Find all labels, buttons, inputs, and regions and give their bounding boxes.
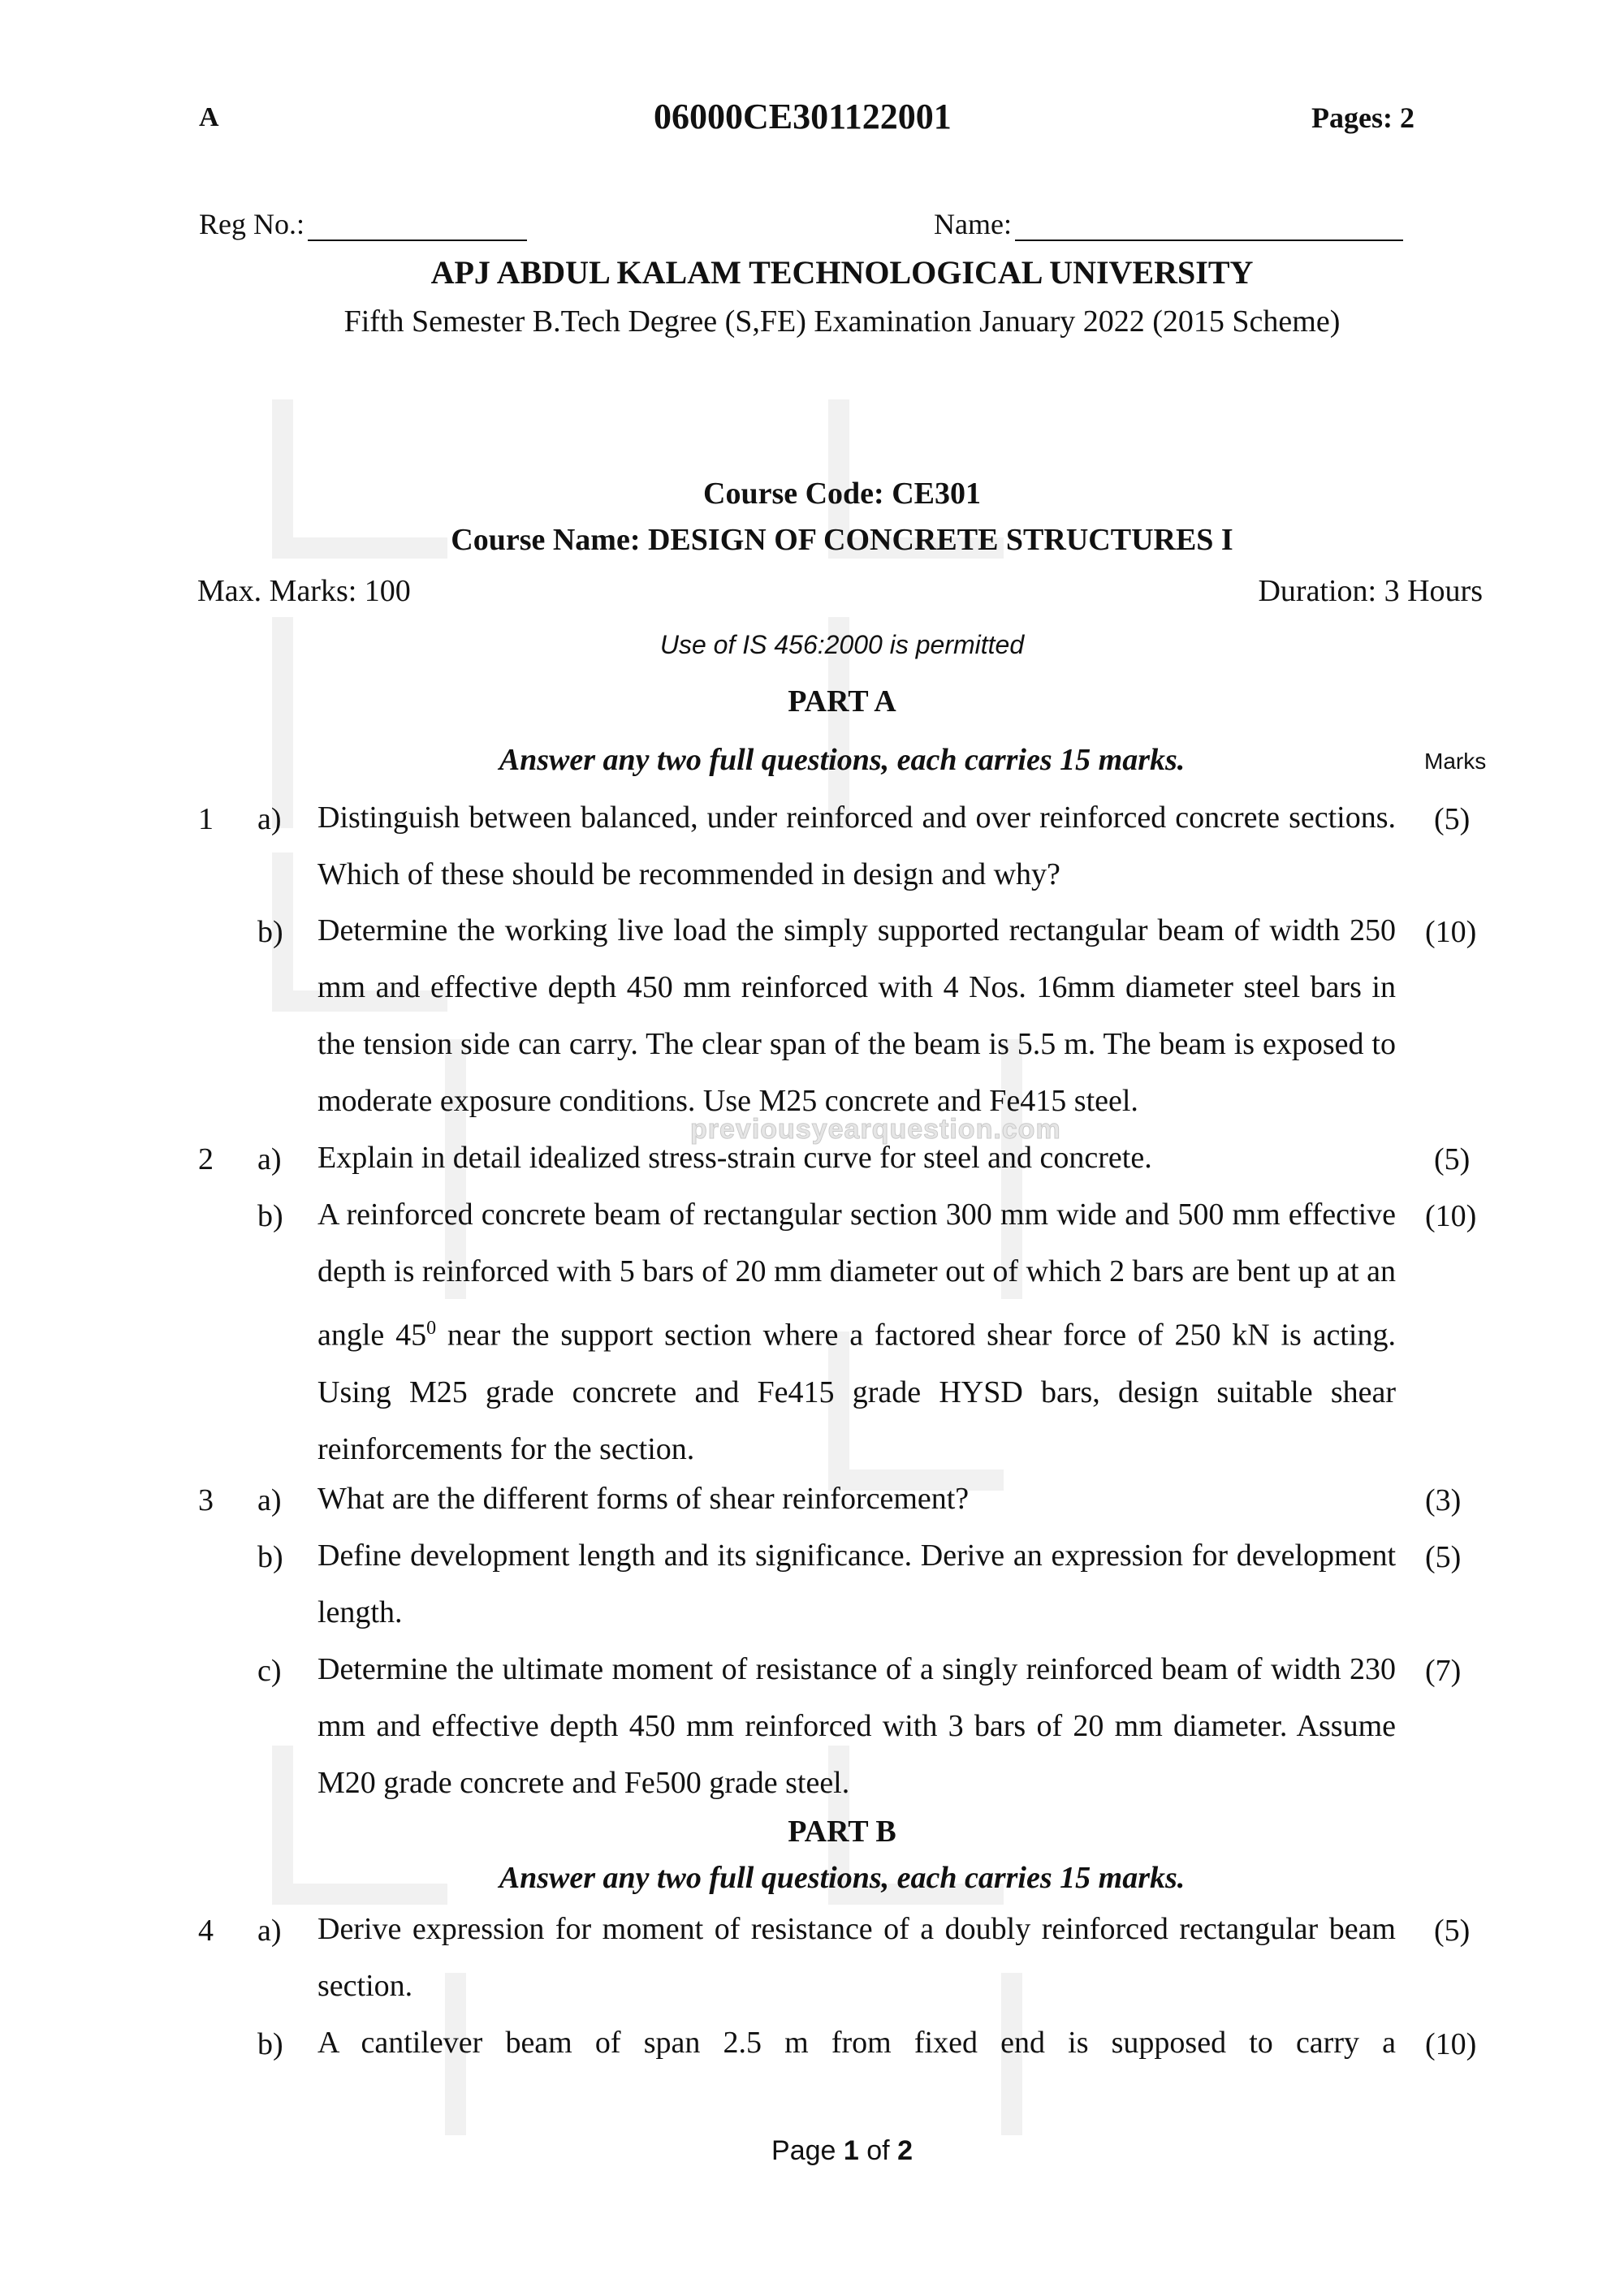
reg-no-blank (308, 214, 527, 241)
question-number: 1 (198, 802, 214, 836)
question-number: 3 (198, 1483, 214, 1517)
sub-question-label: b) (257, 1199, 283, 1233)
exam-title: Fifth Semester B.Tech Degree (S,FE) Examination January 2022 (2015 Scheme) (343, 304, 1341, 339)
question-marks: (10) (1425, 1199, 1477, 1233)
degree-superscript: 0 (426, 1318, 437, 1339)
paper-code: 06000CE301122001 (654, 97, 952, 136)
question-text: Derive expression for moment of resistance of a doubly reinforced rectangular beam section. (317, 1912, 1396, 2003)
question-text (317, 1186, 1396, 1478)
part-b-instruction: Answer any two full questions, each carries 15 marks. (499, 1861, 1186, 1895)
question-text: Define development length and its significance. Derive an expression for development length. (317, 1539, 1396, 1629)
sub-question-label: a) (257, 1914, 282, 1948)
sub-question-label: b) (257, 2027, 283, 2061)
name-field (934, 207, 1403, 241)
watermark-text: previousyearquestion.com (690, 1114, 1061, 1145)
footer-of-word: of (866, 2135, 890, 2166)
max-marks: Max. Marks: 100 (197, 574, 411, 608)
reg-no-field (199, 207, 527, 241)
footer-total-pages: 2 (897, 2135, 913, 2166)
footer-current-page: 1 (843, 2135, 859, 2166)
question-text: Determine the ultimate moment of resistance of a singly reinforced beam of width 230 mm and effective depth 450 mm reinforced with 3 bars of 20 mm diameter. Assume M20 grade concrete and Fe500 grade steel. (317, 1652, 1396, 1800)
footer-page-word: Page (771, 2135, 836, 2166)
question-marks: (5) (1434, 1142, 1471, 1176)
question-text: Explain in detail idealized stress-strain curve for steel and concrete. (317, 1141, 1152, 1175)
course-code: Course Code: CE301 (703, 477, 981, 511)
part-a-title: PART A (788, 684, 896, 719)
question-marks: (10) (1425, 915, 1477, 949)
reg-no-label: Reg No.: (199, 208, 304, 240)
paper-series: A (199, 102, 219, 132)
question-marks: (5) (1425, 1540, 1462, 1574)
course-name: Course Name: DESIGN OF CONCRETE STRUCTURES I (451, 523, 1233, 557)
question-marks: (7) (1425, 1654, 1462, 1688)
question-marks: (5) (1434, 802, 1471, 836)
marks-column-header: Marks (1424, 749, 1487, 774)
question-number: 2 (198, 1142, 214, 1176)
question-text-part: near the support section where a factored shear force of 250 kN is acting. Using M25 grade concrete and Fe415 grade HYSD bars, design suitable shear reinforcements for the section. (317, 1318, 1396, 1466)
question-text: A cantilever beam of span 2.5 m from fixed end is supposed to carry a (317, 2026, 1396, 2060)
sub-question-label: b) (257, 915, 283, 949)
part-a-instruction: Answer any two full questions, each carries 15 marks. (499, 743, 1186, 777)
question-text: Determine the working live load the simply supported rectangular beam of width 250 mm and effective depth 450 mm reinforced with 4 Nos. 16mm diameter steel bars in the tension side can carry. The clear span of the beam is 5.5 m. The beam is exposed to moderate exposure conditions. Use M25 concrete and Fe415 steel. (317, 913, 1396, 1118)
part-b-title: PART B (788, 1815, 896, 1849)
name-label: Name: (934, 208, 1012, 240)
question-marks: (10) (1425, 2027, 1477, 2061)
sub-question-label: a) (257, 1142, 282, 1176)
question-text-part: A reinforced concrete beam of rectangular section 300 mm wide and 500 mm effective depth is reinforced with 5 bars of 20 mm diameter out of which 2 bars are bent up at an angle 45 (317, 1198, 1396, 1353)
sub-question-label: c) (257, 1654, 282, 1688)
question-text: What are the different forms of shear reinforcement? (317, 1482, 970, 1516)
university-title: APJ ABDUL KALAM TECHNOLOGICAL UNIVERSITY (430, 254, 1254, 291)
sub-question-label: a) (257, 1483, 282, 1517)
question-text: Distinguish between balanced, under reinforced and over reinforced concrete sections. Which of these should be recommended in design and why? (317, 801, 1396, 891)
duration: Duration: 3 Hours (1258, 574, 1483, 608)
question-number: 4 (198, 1914, 214, 1948)
sub-question-label: b) (257, 1540, 283, 1574)
page-count: Pages: 2 (1311, 101, 1415, 134)
question-marks: (5) (1434, 1914, 1471, 1948)
name-blank (1015, 214, 1403, 241)
question-marks: (3) (1425, 1483, 1462, 1517)
sub-question-label: a) (257, 802, 282, 836)
page-footer (0, 2135, 1624, 2167)
permission-note: Use of IS 456:2000 is permitted (659, 630, 1025, 659)
